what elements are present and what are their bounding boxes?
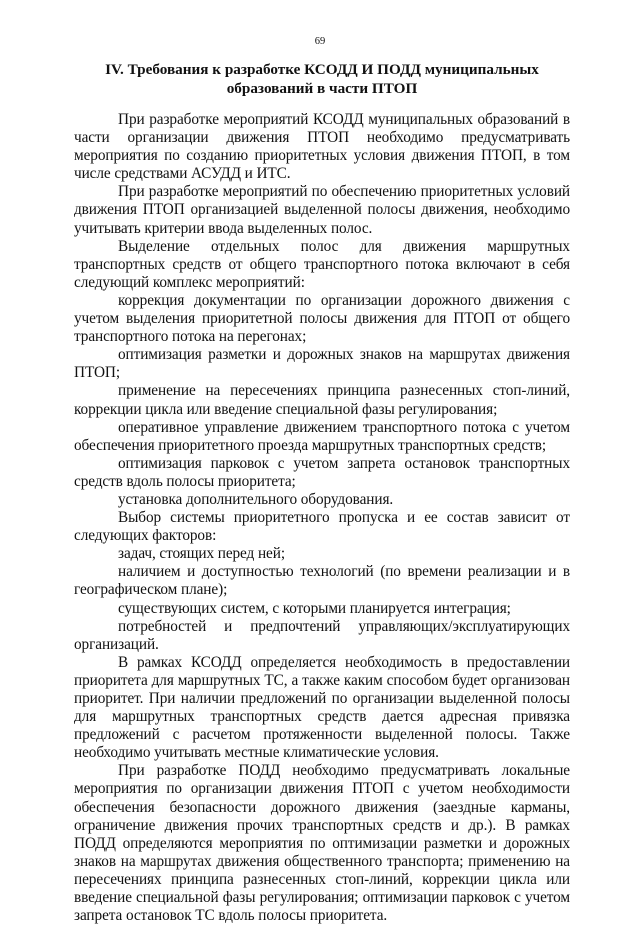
paragraph: В рамках КСОДД определяется необходимость в предоставлении приоритета для маршрутных ТС, а также каким способом будет организован приоритет. При наличии предложений по организации выделенной полосы для маршрутных транспортных средств дается адресная привязка предложений с расчетом протяженности выделенной полосы. Также необходимо учитывать местные климатические условия. [74, 653, 570, 762]
list-item: коррекция документации по организации дорожного движения с учетом выделения приоритетной полосы движения для ПТОП от общего транспортного потока на перегонах; [74, 291, 570, 346]
list-item: оперативное управление движением транспортного потока с учетом обеспечения приоритетного проезда маршрутных транспортных средств; [74, 418, 570, 454]
list-item: существующих систем, с которыми планируется интеграция; [118, 599, 511, 617]
page-number: 69 [314, 36, 326, 47]
list-item: оптимизация разметки и дорожных знаков на маршрутах движения ПТОП; [74, 346, 570, 382]
list-item: оптимизация парковок с учетом запрета остановок транспортных средств вдоль полосы приоритета; [74, 454, 570, 490]
paragraph: При разработке мероприятий КСОДД муниципальных образований в части организации движения ПТОП необходимо предусматривать мероприятия по созданию приоритетных условия движения ПТОП, в том числе средствами АСУДД и ИТС. [74, 111, 570, 183]
list-item: установка дополнительного оборудования. [118, 490, 394, 508]
paragraph: При разработке ПОДД необходимо предусматривать локальные мероприятия по организации движения ПТОП с учетом необходимости обеспечения безопасности дорожного движения (заездные карманы, ограничение движения прочих транспортных средств и др.). В рамках ПОДД определяются мероприятия по оптимизации разметки и дорожных знаков на маршрутах движения общественного транспорта; применению на пересечениях принципа разнесенных стоп-линий, коррекции цикла или введение специальной фазы регулирования; оптимизации парковок с учетом запрета остановок ТС вдоль полосы приоритета. [74, 762, 570, 925]
list-item: задач, стоящих перед ней; [118, 545, 285, 563]
paragraph: Выделение отдельных полос для движения маршрутных транспортных средств от общего транспортного потока включают в себя следующий комплекс мероприятий: [74, 237, 570, 291]
list-item: применение на пересечениях принципа разнесенных стоп-линий, коррекции цикла или введение специальной фазы регулирования; [74, 382, 570, 418]
paragraph: Выбор системы приоритетного пропуска и ее состав зависит от следующих факторов: [74, 509, 570, 545]
paragraph: При разработке мероприятий по обеспечению приоритетных условий движения ПТОП организацией выделенной полосы движения, необходимо учитывать критерии ввода выделенных полос. [74, 183, 570, 237]
document-body [74, 111, 570, 925]
list-item: наличием и доступностью технологий (по времени реализации и в географическом плане); [74, 563, 570, 599]
list-item: потребностей и предпочтений управляющих/эксплуатирующих организаций. [74, 617, 570, 653]
section-heading: IV. Требования к разработке КСОДД И ПОДД муниципальных образований в части ПТОП [105, 61, 539, 97]
